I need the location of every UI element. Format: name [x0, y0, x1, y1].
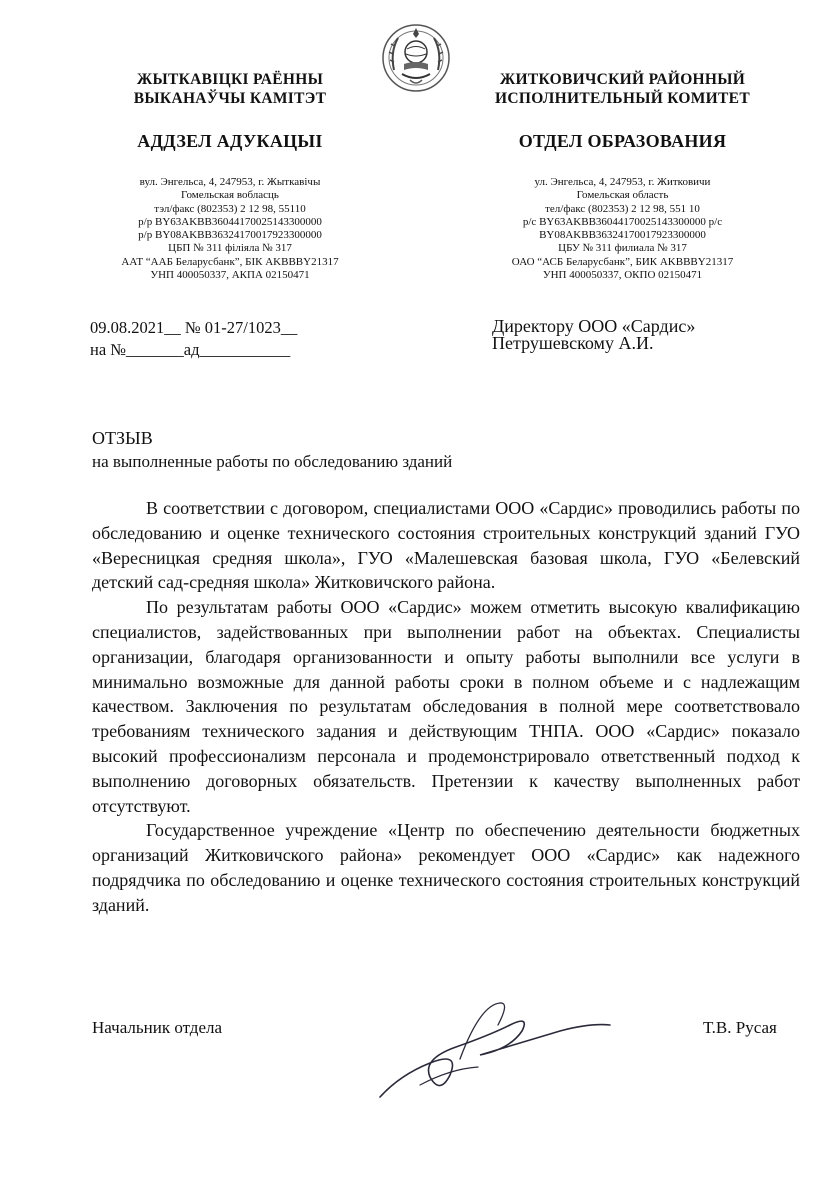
address-line: BY08AKBB36324170017923300000: [539, 229, 706, 242]
state-emblem-icon: [380, 22, 452, 94]
document-type: ОТЗЫВ: [92, 428, 153, 448]
address-line: ул. Энгельса, 4, 247953, г. Житковичи: [534, 176, 711, 188]
department-name-belarusian: АДДЗЕЛ АДУКАЦЫІ: [137, 131, 323, 151]
address-block-russian: [470, 176, 775, 282]
address-block-belarusian: [80, 176, 380, 282]
addressee-line: Петрушевскому А.И.: [492, 333, 654, 353]
signatory-position: Начальник отдела: [92, 1018, 223, 1037]
org-name-line: ЖИТКОВИЧСКИЙ РАЙОННЫЙ: [499, 71, 746, 88]
department-name-russian: ОТДЕЛ ОБРАЗОВАНИЯ: [518, 131, 727, 151]
body-paragraph: В соответствии с договором, специалистами ООО «Сардис» проводились работы по обследованию и оценке технического состояния строительных конструкций зданий ГУО «Вересницкая средняя школа», ГУО «Малешевская базовая школа, ГУО «Белевский детский сад-средняя школа» Житковичского района.: [92, 498, 800, 593]
body-paragraph: Государственное учреждение «Центр по обеспечению деятельности бюджетных организаций Житковичского района» рекомендует ООО «Сардис» как надежного подрядчика по обследованию и оценке технического состояния строительных конструкций зданий.: [92, 820, 800, 915]
address-line: ААТ “ААБ Беларусбанк”, БІК AKBBBY21317: [121, 255, 339, 268]
signatory-name: Т.В. Русая: [703, 1018, 777, 1037]
address-line: р/р BY08AKBB36324170017923300000: [138, 229, 322, 242]
letter-body: [92, 496, 800, 918]
org-name-line: ЖЫТКАВІЦКІ РАЁННЫ: [136, 71, 324, 88]
address-line: ОАО “АСБ Беларусбанк”, БИК AKBBBY21317: [511, 255, 734, 268]
document-subject: на выполненные работы по обследованию зданий: [92, 452, 453, 471]
org-name-belarusian: [80, 70, 380, 108]
address-line: тэл/факс (802353) 2 12 98, 55110: [154, 202, 306, 215]
address-line: УНП 400050337, АКПА 02150471: [150, 269, 310, 282]
reference-number: на №_______ад___________: [90, 340, 291, 359]
org-name-line: ИСПОЛНИТЕЛЬНЫЙ КОМИТЕТ: [495, 90, 750, 107]
address-line: вул. Энгельса, 4, 247953, г. Жыткавічы: [139, 176, 321, 188]
address-line: УНП 400050337, ОКПО 02150471: [542, 269, 703, 282]
address-line: Гомельская область: [576, 189, 669, 202]
address-line: тел/факс (802353) 2 12 98, 551 10: [545, 202, 700, 215]
address-line: р/с BY63AKBB36044170025143300000 р/с: [522, 215, 723, 228]
registration-number: 09.08.2021__ № 01-27/1023__: [90, 318, 298, 337]
handwritten-signature: [360, 985, 620, 1115]
org-name-line: ВЫКАНАЎЧЫ КАМІТЭТ: [133, 90, 327, 107]
address-line: р/р BY63AKBB36044170025143300000: [138, 215, 322, 228]
body-paragraph: По результатам работы ООО «Сардис» можем отметить высокую квалификацию специалистов, задействованных при выполнении работ на объектах. Специалисты организации, благодаря организованности и опыту работы выполнили все услуги в минимально возможные для данной работы сроки в полном объеме и с надлежащим качеством. Заключения по результатам обследования в полной мере соответствовало требованиям технического задания и действующим ТНПА. ООО «Сардис» показало высокий профессионализм персонала и продемонстрировало ответственный подход к выполнению договорных обязательств. Претензии к качеству выполненных работ отсутствуют.: [92, 597, 800, 816]
address-line: Гомельская вобласць: [181, 189, 279, 202]
org-name-russian: [470, 70, 775, 108]
addressee-block: [492, 318, 695, 352]
address-line: ЦБП № 311 філіяла № 317: [168, 242, 292, 255]
addressee-line: Директору ООО «Сардис»: [492, 316, 696, 336]
address-line: ЦБУ № 311 филиала № 317: [558, 242, 687, 255]
